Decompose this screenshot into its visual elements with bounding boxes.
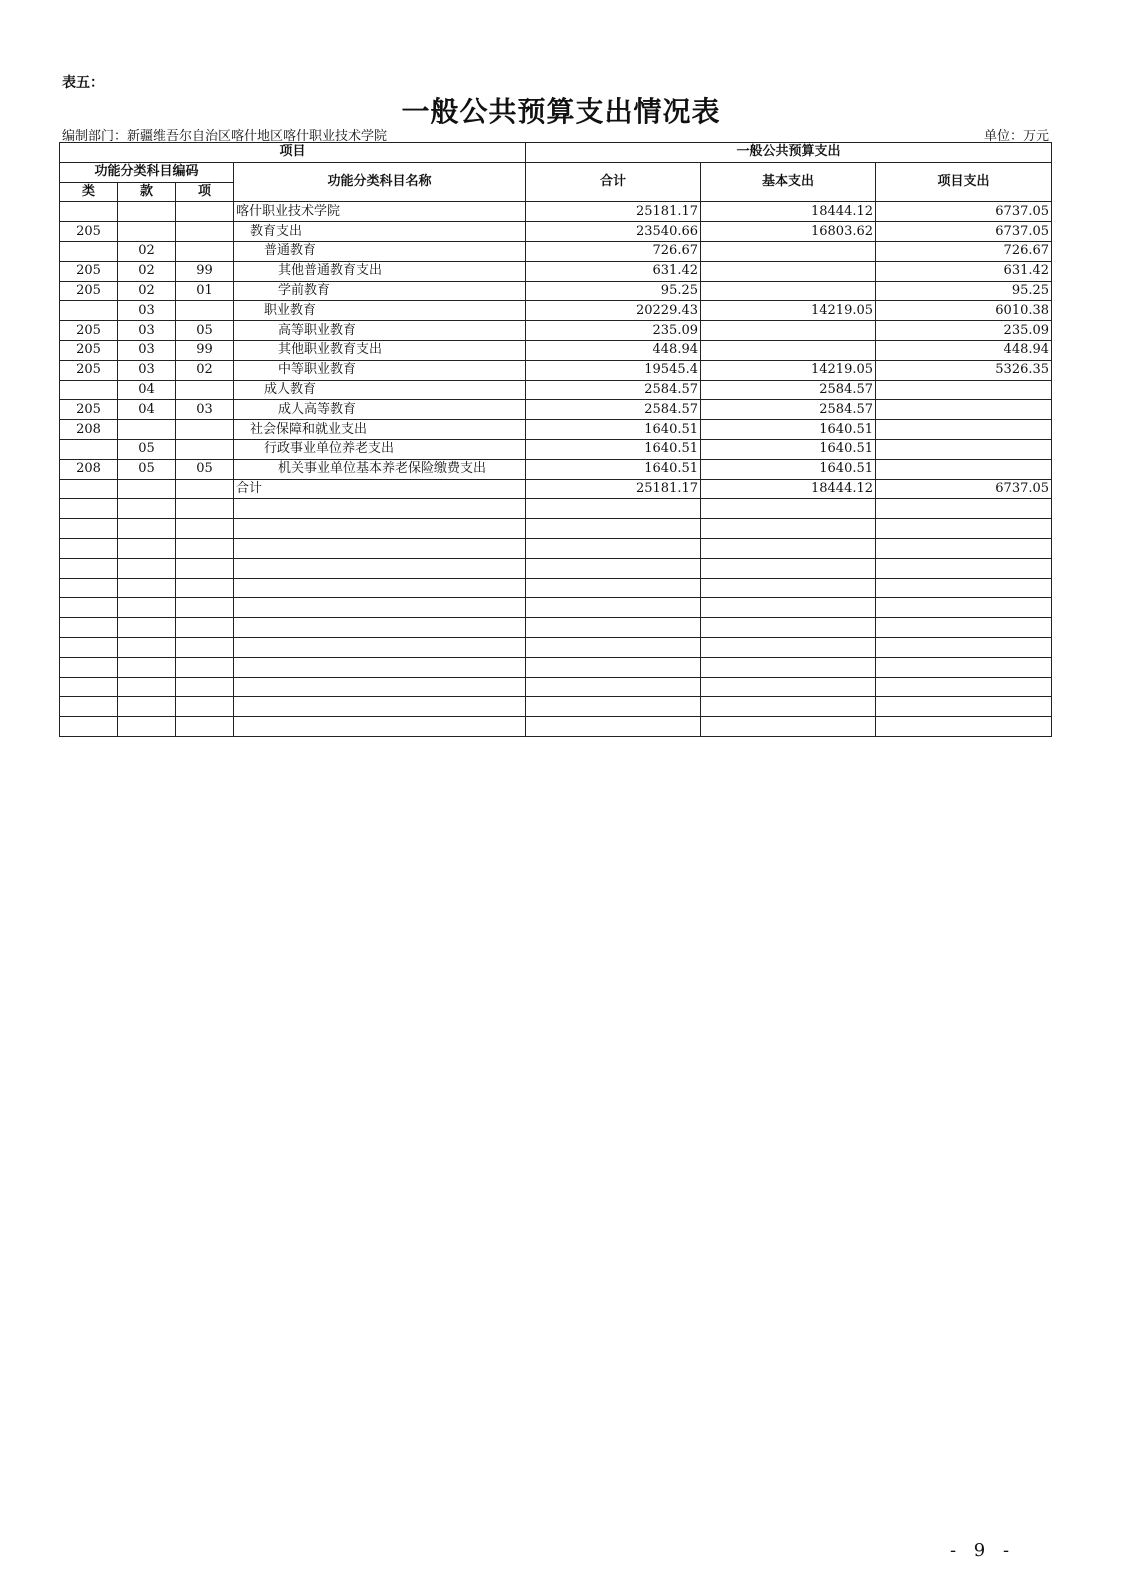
page-number: - 9 -: [950, 1540, 1016, 1561]
cell-basic: [701, 281, 876, 301]
empty-cell: [701, 558, 876, 578]
cell-basic: 1640.51: [701, 420, 876, 440]
cell-project: 6737.05: [876, 479, 1052, 499]
cell-xiang: [176, 202, 234, 222]
cell-xiang: [176, 301, 234, 321]
table-row: [60, 261, 1052, 281]
empty-cell: [526, 657, 701, 677]
cell-kuan: 03: [118, 360, 176, 380]
cell-project: 6737.05: [876, 222, 1052, 242]
cell-kuan: [118, 420, 176, 440]
empty-cell: [176, 618, 234, 638]
empty-cell: [176, 657, 234, 677]
empty-cell: [118, 677, 176, 697]
empty-cell: [118, 598, 176, 618]
cell-lei: [60, 479, 118, 499]
cell-basic: 2584.57: [701, 380, 876, 400]
page-title: 一般公共预算支出情况表: [401, 95, 721, 128]
empty-cell: [118, 578, 176, 598]
empty-cell: [118, 499, 176, 519]
empty-row: [60, 618, 1052, 638]
empty-cell: [118, 697, 176, 717]
empty-cell: [118, 519, 176, 539]
empty-cell: [60, 717, 118, 737]
cell-xiang: [176, 420, 234, 440]
cell-lei: 205: [60, 400, 118, 420]
cell-total: 1640.51: [526, 439, 701, 459]
header-project-exp: 项目支出: [876, 162, 1052, 202]
header-total: 合计: [526, 162, 701, 202]
empty-cell: [234, 538, 526, 558]
cell-project: [876, 439, 1052, 459]
cell-kuan: 03: [118, 301, 176, 321]
header-xiang: 项: [176, 182, 234, 202]
empty-cell: [60, 558, 118, 578]
empty-cell: [701, 657, 876, 677]
empty-cell: [234, 697, 526, 717]
empty-cell: [234, 618, 526, 638]
cell-xiang: 05: [176, 321, 234, 341]
cell-kuan: [118, 202, 176, 222]
empty-cell: [176, 519, 234, 539]
cell-xiang: 99: [176, 261, 234, 281]
empty-cell: [60, 697, 118, 717]
empty-cell: [876, 558, 1052, 578]
cell-basic: 14219.05: [701, 360, 876, 380]
empty-cell: [118, 618, 176, 638]
empty-row: [60, 677, 1052, 697]
empty-cell: [526, 538, 701, 558]
table-row: [60, 380, 1052, 400]
cell-total: 631.42: [526, 261, 701, 281]
cell-total: 448.94: [526, 340, 701, 360]
empty-cell: [876, 697, 1052, 717]
empty-row: [60, 598, 1052, 618]
header-budget: 一般公共预算支出: [526, 143, 1052, 163]
unit-label: 单位：万元: [983, 129, 1049, 144]
empty-row: [60, 697, 1052, 717]
empty-cell: [876, 499, 1052, 519]
empty-cell: [526, 677, 701, 697]
table-body: [60, 202, 1052, 737]
table-row: [60, 479, 1052, 499]
cell-kuan: 03: [118, 321, 176, 341]
cell-kuan: 02: [118, 261, 176, 281]
empty-cell: [176, 677, 234, 697]
cell-kuan: 05: [118, 459, 176, 479]
empty-cell: [176, 697, 234, 717]
cell-total: 2584.57: [526, 400, 701, 420]
cell-project: [876, 459, 1052, 479]
cell-total: 1640.51: [526, 459, 701, 479]
empty-row: [60, 499, 1052, 519]
empty-cell: [876, 657, 1052, 677]
cell-lei: [60, 301, 118, 321]
empty-cell: [526, 697, 701, 717]
empty-cell: [234, 637, 526, 657]
empty-cell: [234, 519, 526, 539]
cell-basic: 18444.12: [701, 202, 876, 222]
cell-project: 235.09: [876, 321, 1052, 341]
empty-cell: [876, 618, 1052, 638]
empty-cell: [176, 538, 234, 558]
cell-project: 448.94: [876, 340, 1052, 360]
cell-basic: 2584.57: [701, 400, 876, 420]
empty-cell: [526, 499, 701, 519]
cell-lei: 205: [60, 261, 118, 281]
empty-cell: [234, 717, 526, 737]
cell-kuan: 05: [118, 439, 176, 459]
cell-basic: 1640.51: [701, 439, 876, 459]
empty-cell: [701, 618, 876, 638]
header-name: 功能分类科目名称: [234, 162, 526, 202]
cell-basic: 14219.05: [701, 301, 876, 321]
cell-total: 25181.17: [526, 479, 701, 499]
cell-name: 职业教育: [234, 301, 526, 321]
cell-lei: [60, 241, 118, 261]
cell-kuan: 04: [118, 400, 176, 420]
cell-xiang: 02: [176, 360, 234, 380]
header-lei: 类: [60, 182, 118, 202]
empty-cell: [118, 558, 176, 578]
cell-basic: [701, 321, 876, 341]
cell-total: 20229.43: [526, 301, 701, 321]
cell-basic: [701, 241, 876, 261]
cell-lei: 208: [60, 459, 118, 479]
cell-total: 1640.51: [526, 420, 701, 440]
cell-basic: [701, 340, 876, 360]
empty-cell: [176, 598, 234, 618]
empty-cell: [526, 618, 701, 638]
empty-cell: [701, 598, 876, 618]
empty-cell: [876, 519, 1052, 539]
empty-cell: [118, 637, 176, 657]
cell-xiang: 03: [176, 400, 234, 420]
empty-cell: [526, 598, 701, 618]
empty-cell: [60, 499, 118, 519]
empty-row: [60, 578, 1052, 598]
cell-name: 高等职业教育: [234, 321, 526, 341]
empty-cell: [526, 519, 701, 539]
empty-cell: [701, 717, 876, 737]
empty-cell: [876, 637, 1052, 657]
cell-project: [876, 380, 1052, 400]
cell-project: 6010.38: [876, 301, 1052, 321]
cell-basic: 1640.51: [701, 459, 876, 479]
cell-kuan: 04: [118, 380, 176, 400]
empty-cell: [876, 717, 1052, 737]
cell-basic: 18444.12: [701, 479, 876, 499]
empty-cell: [234, 558, 526, 578]
cell-name: 成人教育: [234, 380, 526, 400]
cell-name: 成人高等教育: [234, 400, 526, 420]
table-row: [60, 400, 1052, 420]
empty-cell: [701, 519, 876, 539]
empty-cell: [60, 637, 118, 657]
cell-xiang: 01: [176, 281, 234, 301]
empty-cell: [60, 598, 118, 618]
cell-name: 社会保障和就业支出: [234, 420, 526, 440]
cell-project: 6737.05: [876, 202, 1052, 222]
table-row: [60, 202, 1052, 222]
table-row: [60, 321, 1052, 341]
table-row: [60, 281, 1052, 301]
cell-name: 普通教育: [234, 241, 526, 261]
dept-label: 编制部门：新疆维吾尔自治区喀什地区喀什职业技术学院: [62, 129, 388, 144]
cell-total: 95.25: [526, 281, 701, 301]
cell-xiang: 05: [176, 459, 234, 479]
empty-cell: [701, 677, 876, 697]
empty-cell: [876, 598, 1052, 618]
empty-cell: [234, 677, 526, 697]
cell-lei: 208: [60, 420, 118, 440]
table-row: [60, 301, 1052, 321]
empty-row: [60, 558, 1052, 578]
empty-cell: [60, 538, 118, 558]
empty-cell: [876, 538, 1052, 558]
table-row: [60, 360, 1052, 380]
cell-name: 机关事业单位基本养老保险缴费支出: [234, 459, 526, 479]
cell-xiang: 99: [176, 340, 234, 360]
empty-cell: [118, 717, 176, 737]
cell-project: 95.25: [876, 281, 1052, 301]
cell-xiang: [176, 241, 234, 261]
empty-cell: [526, 637, 701, 657]
table-row: [60, 241, 1052, 261]
cell-xiang: [176, 380, 234, 400]
cell-lei: 205: [60, 360, 118, 380]
empty-cell: [234, 598, 526, 618]
cell-project: 5326.35: [876, 360, 1052, 380]
cell-name: 其他职业教育支出: [234, 340, 526, 360]
empty-row: [60, 717, 1052, 737]
empty-row: [60, 637, 1052, 657]
header-basic: 基本支出: [701, 162, 876, 202]
empty-cell: [118, 538, 176, 558]
cell-name: 中等职业教育: [234, 360, 526, 380]
cell-xiang: [176, 222, 234, 242]
empty-cell: [701, 499, 876, 519]
cell-name: 学前教育: [234, 281, 526, 301]
empty-cell: [876, 677, 1052, 697]
cell-project: [876, 420, 1052, 440]
cell-basic: [701, 261, 876, 281]
table-row: [60, 340, 1052, 360]
header-code-group: 功能分类科目编码: [60, 162, 234, 182]
cell-project: 726.67: [876, 241, 1052, 261]
cell-kuan: 03: [118, 340, 176, 360]
empty-row: [60, 657, 1052, 677]
empty-cell: [176, 637, 234, 657]
cell-total: 19545.4: [526, 360, 701, 380]
empty-cell: [118, 657, 176, 677]
cell-name: 行政事业单位养老支出: [234, 439, 526, 459]
table-row: [60, 439, 1052, 459]
cell-lei: [60, 439, 118, 459]
empty-cell: [176, 717, 234, 737]
empty-cell: [701, 637, 876, 657]
header-project: 项目: [60, 143, 526, 163]
empty-cell: [701, 697, 876, 717]
cell-name: 合计: [234, 479, 526, 499]
cell-xiang: [176, 439, 234, 459]
cell-name: 教育支出: [234, 222, 526, 242]
cell-total: 726.67: [526, 241, 701, 261]
empty-cell: [526, 558, 701, 578]
cell-lei: 205: [60, 321, 118, 341]
cell-total: 23540.66: [526, 222, 701, 242]
cell-total: 235.09: [526, 321, 701, 341]
cell-basic: 16803.62: [701, 222, 876, 242]
cell-lei: [60, 202, 118, 222]
empty-cell: [234, 499, 526, 519]
empty-cell: [876, 578, 1052, 598]
cell-lei: 205: [60, 222, 118, 242]
cell-project: [876, 400, 1052, 420]
empty-cell: [701, 538, 876, 558]
empty-cell: [60, 578, 118, 598]
empty-cell: [60, 677, 118, 697]
cell-kuan: [118, 479, 176, 499]
empty-cell: [60, 519, 118, 539]
cell-name: 喀什职业技术学院: [234, 202, 526, 222]
table-label: 表五：: [62, 75, 104, 91]
empty-cell: [701, 578, 876, 598]
cell-xiang: [176, 479, 234, 499]
cell-total: 2584.57: [526, 380, 701, 400]
table-row: [60, 222, 1052, 242]
empty-cell: [176, 558, 234, 578]
cell-lei: 205: [60, 340, 118, 360]
cell-kuan: 02: [118, 281, 176, 301]
empty-cell: [60, 618, 118, 638]
empty-cell: [526, 578, 701, 598]
table-row: [60, 420, 1052, 440]
empty-row: [60, 538, 1052, 558]
budget-table: [59, 142, 1052, 737]
cell-total: 25181.17: [526, 202, 701, 222]
header-kuan: 款: [118, 182, 176, 202]
cell-lei: 205: [60, 281, 118, 301]
table-row: [60, 459, 1052, 479]
empty-row: [60, 519, 1052, 539]
cell-lei: [60, 380, 118, 400]
cell-kuan: 02: [118, 241, 176, 261]
cell-project: 631.42: [876, 261, 1052, 281]
empty-cell: [176, 499, 234, 519]
empty-cell: [60, 657, 118, 677]
empty-cell: [176, 578, 234, 598]
cell-name: 其他普通教育支出: [234, 261, 526, 281]
cell-kuan: [118, 222, 176, 242]
empty-cell: [234, 578, 526, 598]
empty-cell: [526, 717, 701, 737]
empty-cell: [234, 657, 526, 677]
